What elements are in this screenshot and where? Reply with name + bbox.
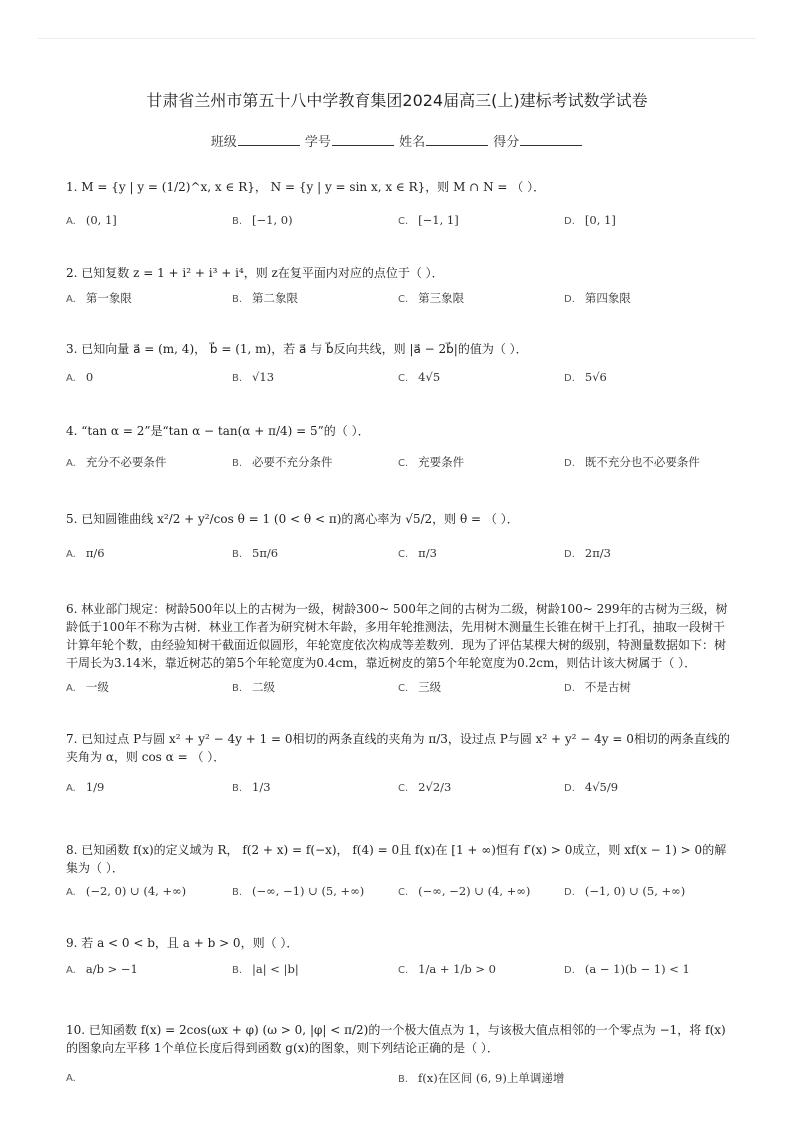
question-6-option-c[interactable]: C. 三级 [398, 680, 442, 694]
question-8-option-a[interactable]: A. (−2, 0) ∪ (4, +∞) [66, 884, 187, 898]
question-7-option-a[interactable]: A. 1/9 [66, 780, 105, 794]
question-2-option-b[interactable]: B. 第二象限 [232, 291, 299, 305]
question-6-stem: 6. 林业部门规定：树龄500年以上的古树为一级，树龄300~ 500年之间的古树为二级，树龄100~ 299年的古树为三级，树龄低于100年不称为古树．林业工作者为研究树木年龄，多用年轮推测法，先用树木测量生长锥在树干上打孔，抽取一段树干计算年轮个数，由经验知树干截面近似圆形，年轮宽度依次构成等差数列．现为了评估某棵大树的级别，特测量数据如下：树干周长为3.14米，靠近树芯的第5个年轮宽度为0.4cm，靠近树皮的第5个年轮宽度为0.2cm，则估计该大树属于（ ）． [66, 602, 728, 670]
question-5-option-a[interactable]: A. π/6 [66, 546, 105, 560]
question-10-option-b[interactable]: B. f(x)在区间 (6, 9)上单调递增 [398, 1071, 565, 1085]
question-9-option-a[interactable]: A. a/b > −1 [66, 962, 138, 976]
question-2-option-c[interactable]: C. 第三象限 [398, 291, 465, 305]
field-class-blank [238, 134, 300, 146]
question-5-stem: 5. 已知圆锥曲线 x²/2 + y²/cos θ = 1 (0 < θ < π)的离心率为 √5/2，则 θ = （ ）． [66, 512, 519, 526]
question-8-stem: 8. 已知函数 f(x)的定义域为 R， f(2 + x) = f(−x)， f(4) = 0且 f(x)在 [1 + ∞)恒有 f′(x) > 0成立，则 xf(x − 1) > 0的解集为（ ）． [66, 843, 727, 875]
field-id-label: 学号 [304, 135, 331, 150]
question-8-option-d[interactable]: D. (−1, 0) ∪ (5, +∞) [564, 884, 686, 898]
field-score-label: 得分 [493, 135, 520, 150]
question-5-option-c[interactable]: C. π/3 [398, 546, 437, 560]
question-10-option-a[interactable]: A. [66, 1073, 76, 1084]
question-3-option-b[interactable]: B. √13 [232, 370, 275, 384]
question-3-option-a[interactable]: A. 0 [66, 370, 94, 384]
student-info-line [0, 131, 794, 150]
field-name-label: 姓名 [399, 135, 426, 150]
question-3-stem: 3. 已知向量 a⃗ = (m, 4)， b⃗ = (1, m)，若 a⃗ 与 b⃗反向共线，则 |a⃗ − 2b⃗|的值为（ ）． [66, 342, 528, 356]
question-4-option-a[interactable]: A. 充分不必要条件 [66, 455, 167, 469]
question-4-option-c[interactable]: C. 充要条件 [398, 455, 465, 469]
question-4-stem: 4. “tan α = 2”是“tan α − tan(α + π/4) = 5”的（ ）． [66, 424, 370, 438]
question-9-stem: 9. 若 a < 0 < b，且 a + b > 0，则（ ）． [66, 936, 299, 950]
question-3-option-d[interactable]: D. 5√6 [564, 370, 607, 384]
question-2-option-d[interactable]: D. 第四象限 [564, 291, 631, 305]
question-4-option-b[interactable]: B. 必要不充分条件 [232, 455, 333, 469]
question-5-option-b[interactable]: B. 5π/6 [232, 546, 279, 560]
question-1-stem: 1. M = {y | y = (1/2)^x, x ∈ R}， N = {y | y = sin x, x ∈ R}，则 M ∩ N = （ ）． [66, 180, 546, 194]
field-name-blank [426, 134, 488, 146]
question-8-option-c[interactable]: C. (−∞, −2) ∪ (4, +∞) [398, 884, 531, 898]
question-1-option-d[interactable]: D. [0, 1] [564, 213, 616, 227]
question-3-option-c[interactable]: C. 4√5 [398, 370, 441, 384]
question-7-stem: 7. 已知过点 P与圆 x² + y² − 4y + 1 = 0相切的两条直线的夹角为 π/3，设过点 P与圆 x² + y² − 4y = 0相切的两条直线的夹角为 α，则 cos α = （ ）． [66, 732, 730, 764]
question-8-option-b[interactable]: B. (−∞, −1) ∪ (5, +∞) [232, 884, 365, 898]
question-6-option-d[interactable]: D. 不是古树 [564, 680, 631, 694]
field-score-blank [520, 134, 582, 146]
question-2-option-a[interactable]: A. 第一象限 [66, 291, 132, 305]
question-10-stem: 10. 已知函数 f(x) = 2cos(ωx + φ) (ω > 0, |φ| < π/2)的一个极大值点为 1，与该极大值点相邻的一个零点为 −1，将 f(x)的图象向左平移 1个单位长度后得到函数 g(x)的图象，则下列结论正确的是（ ）． [66, 1023, 726, 1055]
question-2-stem: 2. 已知复数 z = 1 + i² + i³ + i⁴，则 z在复平面内对应的点位于（ ）． [66, 266, 444, 280]
question-9-option-d[interactable]: D. (a − 1)(b − 1) < 1 [564, 962, 690, 976]
question-4-option-d[interactable]: D. 既不充分也不必要条件 [564, 455, 700, 469]
field-class-label: 班级 [210, 135, 237, 150]
question-1-option-b[interactable]: B. [−1, 0) [232, 213, 293, 227]
question-5-option-d[interactable]: D. 2π/3 [564, 546, 611, 560]
question-7-option-b[interactable]: B. 1/3 [232, 780, 271, 794]
question-6-option-a[interactable]: A. 一级 [66, 680, 109, 694]
question-7-option-c[interactable]: C. 2√2/3 [398, 780, 452, 794]
question-9-option-c[interactable]: C. 1/a + 1/b > 0 [398, 962, 496, 976]
page-title: 甘肃省兰州市第五十八中学教育集团2024届高三(上)建标考试数学试卷 [146, 91, 648, 110]
question-1-option-a[interactable]: A. (0, 1] [66, 213, 117, 227]
top-divider [38, 38, 756, 39]
question-1-option-c[interactable]: C. [−1, 1] [398, 213, 459, 227]
question-9-option-b[interactable]: B. |a| < |b| [232, 962, 299, 976]
field-id-blank [332, 134, 394, 146]
question-6-option-b[interactable]: B. 二级 [232, 680, 276, 694]
question-7-option-d[interactable]: D. 4√5/9 [564, 780, 619, 794]
